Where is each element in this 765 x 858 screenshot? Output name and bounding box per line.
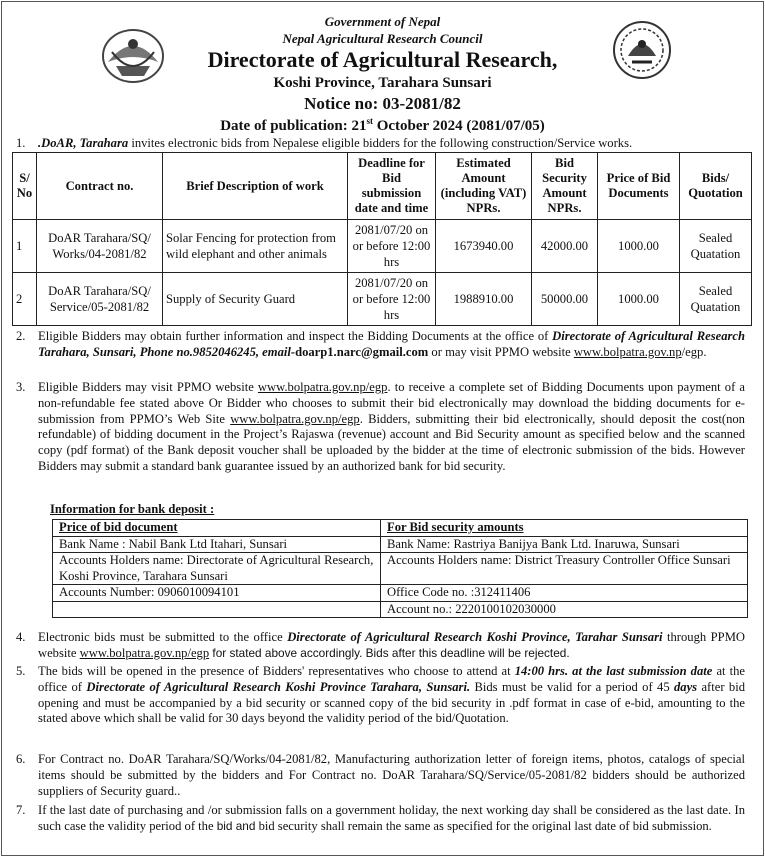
government-title: Government of Nepal <box>324 14 441 29</box>
table-row: Account no.: 2220100102030000 <box>53 601 748 618</box>
col-amount: Estimated Amount (including VAT) NPRs. <box>436 153 532 220</box>
table-row: Accounts Number: 0906010094101 Office Code no. :312411406 <box>53 585 748 602</box>
col-price: Price of Bid Documents <box>598 153 680 220</box>
email-link[interactable]: doarp1.narc@gmail.com <box>295 344 429 359</box>
col-deadline: Deadline for Bid submission date and time <box>348 153 436 220</box>
table-row: Accounts Holders name: Directorate of Agricultural Research, Koshi Province, Tarahara Sunsari Accounts Holders name: District Treasury Controller Office Sunsari <box>53 553 748 585</box>
para-7: 7. If the last date of purchasing and /or submission falls on a government holiday, the next working day shall be considered as the last date. In such case the validity period of the bid and bid security shall remain the same as specified for the original last date of bid submission. <box>16 803 745 833</box>
page-title: Directorate of Agricultural Research, <box>207 47 558 72</box>
bolpatra-link[interactable]: www.bolpatra.gov.np/egp <box>230 411 360 426</box>
bank-col-security: For Bid security amounts <box>381 520 748 537</box>
council-title: Nepal Agricultural Research Council <box>282 31 483 46</box>
para-3: 3. Eligible Bidders may visit PPMO website www.bolpatra.gov.np/egp. to receive a complete set of Bidding Documents upon payment of a non-refundable fee stated above Or Bidder who chooses to submit their bid electronically may download the bidding documents for e-submission from PPMO’s Web Site www.bolpatra.gov.np/egp. Bidders, submitting their bid electronically, should deposit the cost(non refundable) of bidding document in the Project’s Rajaswa (revenue) account and Bid Security amount as specified below and the scanned copy (pdf format) of the Bank deposit voucher shall be uploaded by the bidder at the time of electronic submission of the bids. However Bidders may submit a standard bank guarantee issued by an authorized bank for bid security. <box>16 380 745 473</box>
location-line: Koshi Province, Tarahara Sunsari <box>273 75 492 91</box>
publication-date: Date of publication: 21st October 2024 (2081/07/05) <box>220 116 545 134</box>
para-6: 6. For Contract no. DoAR Tarahara/SQ/Works/04-2081/82, Manufacturing authorization letter of foreign items, photos, catalogs of special items should be submitted by the bidders and For Contract no. DoAR Tarahara/SQ/Service/05-2081/82 bidders should be authorized suppliers of Security guard.. <box>16 752 745 798</box>
col-security: Bid Security Amount NPRs. <box>532 153 598 220</box>
para-1: 1. .DoAR, Tarahara invites electronic bids from Nepalese eligible bidders for the following construction/Service works. <box>16 136 633 150</box>
bank-col-price: Price of bid document <box>53 520 381 537</box>
bank-info-heading: Information for bank deposit : <box>50 502 215 516</box>
col-contract: Contract no. <box>37 153 163 220</box>
para-2: 2. Eligible Bidders may obtain further information and inspect the Bidding Documents at the office of Directorate of Agricultural Research Tarahara, Sunsari, Phone no.9852046245, email-doarp1.narc@gmail.com or may visit PPMO website www.bolpatra.gov.np/egp. <box>16 329 746 359</box>
col-bids: Bids/ Quotation <box>680 153 752 220</box>
bank-table <box>52 519 748 618</box>
para-5: 5. The bids will be opened in the presence of Bidders' representatives who choose to attend at 14:00 hrs. at the last submission date at the office of Directorate of Agricultural Research Koshi Province Tarahara, Sunsari. Bids must be valid for a period of 45 days after bid opening and must be accompanied by a bid security or scanned copy of the bid security in .pdf format in case of e-bid, amounting to the stated above which shall be valid for 30 days beyond the validity period of the bid/Quotation. <box>16 664 745 726</box>
table-row: 2 DoAR Tarahara/SQ/ Service/05-2081/82 Supply of Security Guard 2081/07/20 on or before 12:00 hrs 1988910.00 50000.00 1000.00 Sealed Quatation <box>13 273 752 326</box>
bolpatra-link[interactable]: www.bolpatra.gov.np/egp <box>257 380 388 394</box>
notice-number: Notice no: 03-2081/82 <box>304 94 461 113</box>
table-header-row <box>13 153 752 220</box>
bank-header-row <box>53 520 748 537</box>
notice-page <box>1 1 764 856</box>
ppmo-link[interactable]: www.bolpatra.gov.np <box>573 344 682 359</box>
header <box>2 2 763 140</box>
table-row: 1 DoAR Tarahara/SQ/ Works/04-2081/82 Solar Fencing for protection from wild elephant and other animals 2081/07/20 on or before 12:00 hrs 1673940.00 42000.00 1000.00 Sealed Quatation <box>13 220 752 273</box>
para-4: 4. Electronic bids must be submitted to the office Directorate of Agricultural Research Koshi Province, Tarahar Sunsari through PPMO website www.bolpatra.gov.np/egp for stated above accordingly. Bids after this deadline will be rejected. <box>16 630 745 660</box>
bolpatra-link[interactable]: www.bolpatra.gov.np/egp <box>79 645 210 660</box>
bids-table <box>12 152 752 326</box>
col-description: Brief Description of work <box>163 153 348 220</box>
table-row: Bank Name : Nabil Bank Ltd Itahari, Sunsari Bank Name: Rastriya Banijya Bank Ltd. Inaruwa, Sunsari <box>53 536 748 553</box>
col-sno: S/ No <box>13 153 37 220</box>
